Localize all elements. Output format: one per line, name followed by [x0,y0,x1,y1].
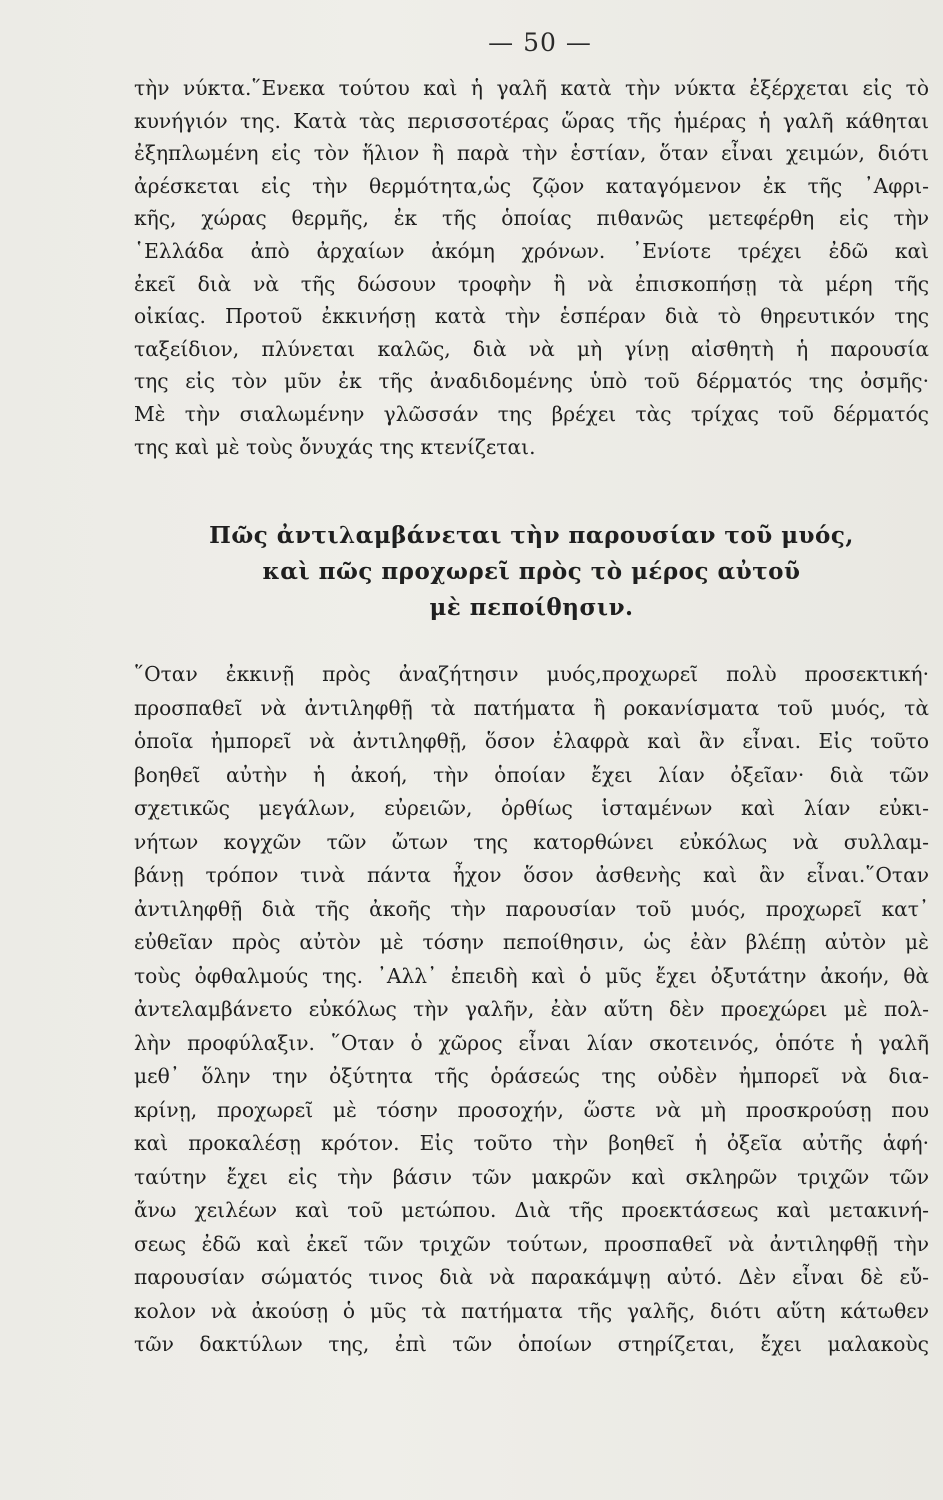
text-line: ταύτην ἔχει εἰς τὴν βάσιν τῶν μακρῶν καὶ σκληρῶν τριχῶν τῶν [134,1164,929,1189]
text-line: λὴν προφύλαξιν. ῞Οταν ὁ χῶρος εἶναι λίαν σκοτεινός, ὁπότε ἡ γαλῆ [134,1030,929,1055]
text-line: τοὺς ὀφθαλμούς της. ᾽Αλλ᾽ ἐπειδὴ καὶ ὁ μῦς ἔχει ὀξυτάτην ἀκοήν, θὰ [134,963,929,988]
text-line: νήτων κογχῶν τῶν ὤτων της κατορθώνει εὐκόλως νὰ συλλαμ- [134,829,929,854]
text-line: ἀντιληφθῇ διὰ τῆς ἀκοῆς τὴν παρουσίαν τοῦ μυός, προχωρεῖ κατ᾽ [134,896,929,921]
text-line: ἄνω χειλέων καὶ τοῦ μετώπου. Διὰ τῆς προεκτάσεως καὶ μετακινή- [134,1198,929,1222]
heading-line: μὲ πεποίθησιν. [429,594,634,621]
text-line: μεθ᾽ ὅλην την ὀξύτητα τῆς ὁράσεώς της οὐδὲν ἠμπορεῖ νὰ δια- [134,1064,929,1088]
text-line: ἐκεῖ διὰ νὰ τῆς δώσουν τροφὴν ἢ νὰ ἐπισκοπήσῃ τὰ μέρη τῆς [134,271,929,296]
text-line: βάνῃ τρόπον τινὰ πάντα ἦχον ὅσον ἀσθενὴς καὶ ἂν εἶναι.῞Οταν [134,863,929,887]
text-line: ἐξηπλωμένη εἰς τὸν ἥλιον ἢ παρὰ τὴν ἑστίαν, ὅταν εἶναι χειμών, διότι [134,141,929,166]
heading-line: Πῶς ἀντιλαμβάνεται τὴν παρουσίαν τοῦ μυός, [209,522,854,549]
text-line: σχετικῶς μεγάλων, εὐρειῶν, ὀρθίως ἱσταμένων καὶ λίαν εὐκι- [134,796,929,820]
text-line: ὁποῖα ἠμπορεῖ νὰ ἀντιληφθῇ, ὅσον ἐλαφρὰ καὶ ἂν εἶναι. Εἰς τοῦτο [134,729,929,753]
text-line: Μὲ τὴν σιαλωμένην γλῶσσάν της βρέχει τὰς τρίχας τοῦ δέρματός [134,401,929,426]
text-line: παρουσίαν σώματός τινος διὰ νὰ παρακάμψῃ αὐτό. Δὲν εἶναι δὲ εὔ- [134,1265,929,1289]
text-line: κυνήγιόν της. Κατὰ τὰς περισσοτέρας ὥρας τῆς ἡμέρας ἡ γαλῆ κάθηται [134,108,929,133]
text-line: εὐθεῖαν πρὸς αὐτὸν μὲ τόσην πεποίθησιν, ὡς ἐὰν βλέπῃ αὐτὸν μὲ [134,930,929,954]
text-line: κρίνῃ, προχωρεῖ μὲ τόσην προσοχήν, ὥστε νὰ μὴ προσκρούσῃ που [134,1097,929,1122]
text-line: καὶ προκαλέσῃ κρότον. Εἰς τοῦτο τὴν βοηθεῖ ἡ ὀξεῖα αὐτῆς ἁφή· [134,1131,929,1155]
text-line: της καὶ μὲ τοὺς ὄνυχάς της κτενίζεται. [134,434,536,459]
paragraph-1 [134,72,929,463]
text-line: οἰκίας. Προτοῦ ἐκκινήσῃ κατὰ τὴν ἑσπέραν διὰ τὸ θηρευτικόν της [134,304,929,329]
heading-line: καὶ πῶς προχωρεῖ πρὸς τὸ μέρος αὐτοῦ [262,558,801,585]
text-line: της εἰς τὸν μῦν ἐκ τῆς ἀναδιδομένης ὑπὸ τοῦ δέρματός της ὀσμῆς· [134,369,929,394]
text-line: ἀρέσκεται εἰς τὴν θερμότητα,ὡς ζῷον καταγόμενον ἐκ τῆς ᾽Αφρι- [134,173,929,198]
text-line: ἀντελαμβάνετο εὐκόλως τὴν γαλῆν, ἐὰν αὕτη δὲν προεχώρει μὲ πολ- [134,997,929,1021]
text-line: τῶν δακτύλων της, ἐπὶ τῶν ὁποίων στηρίζεται, ἔχει μαλακοὺς [134,1332,929,1356]
text-line: σεως ἐδῶ καὶ ἐκεῖ τῶν τριχῶν τούτων, προσπαθεῖ νὰ ἀντιληφθῇ τὴν [134,1231,929,1256]
text-line: τὴν νύκτα.῞Ενεκα τούτου καὶ ἡ γαλῆ κατὰ τὴν νύκτα ἐξέρχεται εἰς τὸ [134,76,929,100]
text-line: βοηθεῖ αὐτὴν ἡ ἀκοή, τὴν ὁποίαν ἔχει λίαν ὀξεῖαν· διὰ τῶν [134,762,929,787]
page-number: — 50 — [488,28,592,57]
text-line: κῆς, χώρας θερμῆς, ἐκ τῆς ὁποίας πιθανῶς μετεφέρθη εἰς τὴν [134,206,929,231]
text-line: κολον νὰ ἀκούσῃ ὁ μῦς τὰ πατήματα τῆς γαλῆς, διότι αὕτη κάτωθεν [134,1298,929,1323]
text-line: ταξείδιον, πλύνεται καλῶς, διὰ νὰ μὴ γίνῃ αἰσθητὴ ἡ παρουσία [134,336,929,361]
text-line: ῾Ελλάδα ἀπὸ ἀρχαίων ἀκόμη χρόνων. ᾽Ενίοτε τρέχει ἐδῶ καὶ [134,238,929,263]
text-line: ῞Οταν ἐκκινῇ πρὸς ἀναζήτησιν μυός,προχωρεῖ πολὺ προσεκτική· [134,662,929,686]
text-line: προσπαθεῖ νὰ ἀντιληφθῇ τὰ πατήματα ἢ ροκανίσματα τοῦ μυός, τὰ [134,695,929,720]
section-heading [134,518,929,626]
paragraph-2 [134,658,929,1362]
